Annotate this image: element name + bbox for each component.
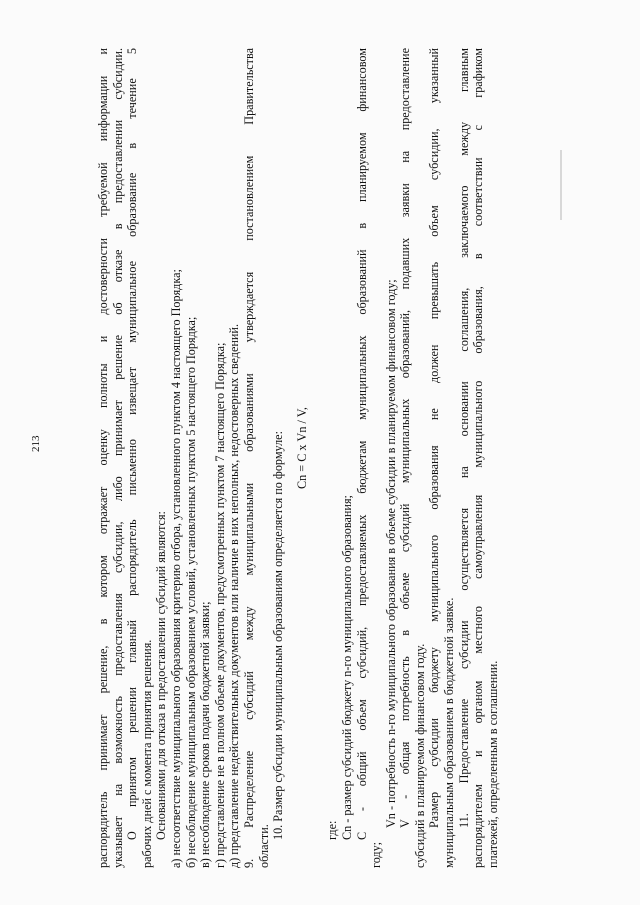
definition-line: V - общая потребность в объеме субсидий муниципальных образований, подавших заявки на предоставление xyxy=(398,48,413,828)
definition-line: С - общий объем субсидий, предоставляемых бюджетам муниципальных образований в планируемом финансовом xyxy=(354,48,369,840)
text-line: где: xyxy=(325,820,340,840)
formula: Сn = С х Vn / V, xyxy=(294,407,309,489)
text-line: Основаниями для отказа в предоставлении субсидий являются: xyxy=(154,511,169,840)
text-line: году; xyxy=(369,842,384,868)
text-line: О принятом решении главный распорядитель письменно извещает муниципальное образование в течение 5 xyxy=(125,48,140,840)
definition-line: Vn - потребность n-го муниципального образования в объеме субсидии в планируемом финансовом году; xyxy=(383,279,398,828)
page-number: 213 xyxy=(30,435,42,452)
list-item: б) несоблюдение муниципальным образованием условий, установленных пунктом 5 настоящего Порядка; xyxy=(183,316,198,868)
text-line: распорядителем и органом местного самоуправления муниципального образования, в соответствии с графиком xyxy=(471,48,486,868)
list-item: в) несоблюдение сроков подачи бюджетной заявки; xyxy=(198,601,213,868)
list-item: д) представление недействительных документов или наличие в них неполных, недостоверных сведений. xyxy=(227,324,242,868)
text-line: распорядитель принимает решение, в котором отражает оценку полноты и достоверности требуемой информации и xyxy=(96,48,110,868)
text-line: указывает на возможность предоставления субсидии, либо принимает решение об отказе в предоставлении субсидии. xyxy=(110,48,125,868)
text-line: 11. Предоставление субсидии осуществляется на основании соглашения, заключаемого между главным xyxy=(456,48,471,828)
list-item: а) несоответствие муниципального образования критерию отбора, установленного пунктом 4 настоящего Порядка; xyxy=(168,269,183,868)
list-item: г) представление не в полном объеме документов, предусмотренных пунктом 7 настоящего Порядка; xyxy=(212,342,227,868)
text-line: 9. Распределение субсидий между муниципальными образованиями утверждается постановлением Правительства xyxy=(241,48,256,868)
text-line: платежей, определенным в соглашении. xyxy=(485,660,500,868)
text-line: муниципальным образованием в бюджетной заявке. xyxy=(442,597,457,868)
text-line: Размер субсидии бюджету муниципального образования не должен превышать объем субсидии, указанный xyxy=(427,48,442,828)
definition-line: Сn - размер субсидий бюджету n-го муниципального образования; xyxy=(339,495,354,840)
text-line: рабочих дней с момента принятия решения. xyxy=(139,639,154,868)
text-line: 10. Размер субсидии муниципальным образованиям определяется по формуле: xyxy=(271,431,286,840)
text-line: области. xyxy=(256,824,271,868)
scan-artifact xyxy=(560,150,562,220)
text-line: субсидий в планируемом финансовом году. xyxy=(412,643,427,868)
document-body xyxy=(96,48,546,868)
